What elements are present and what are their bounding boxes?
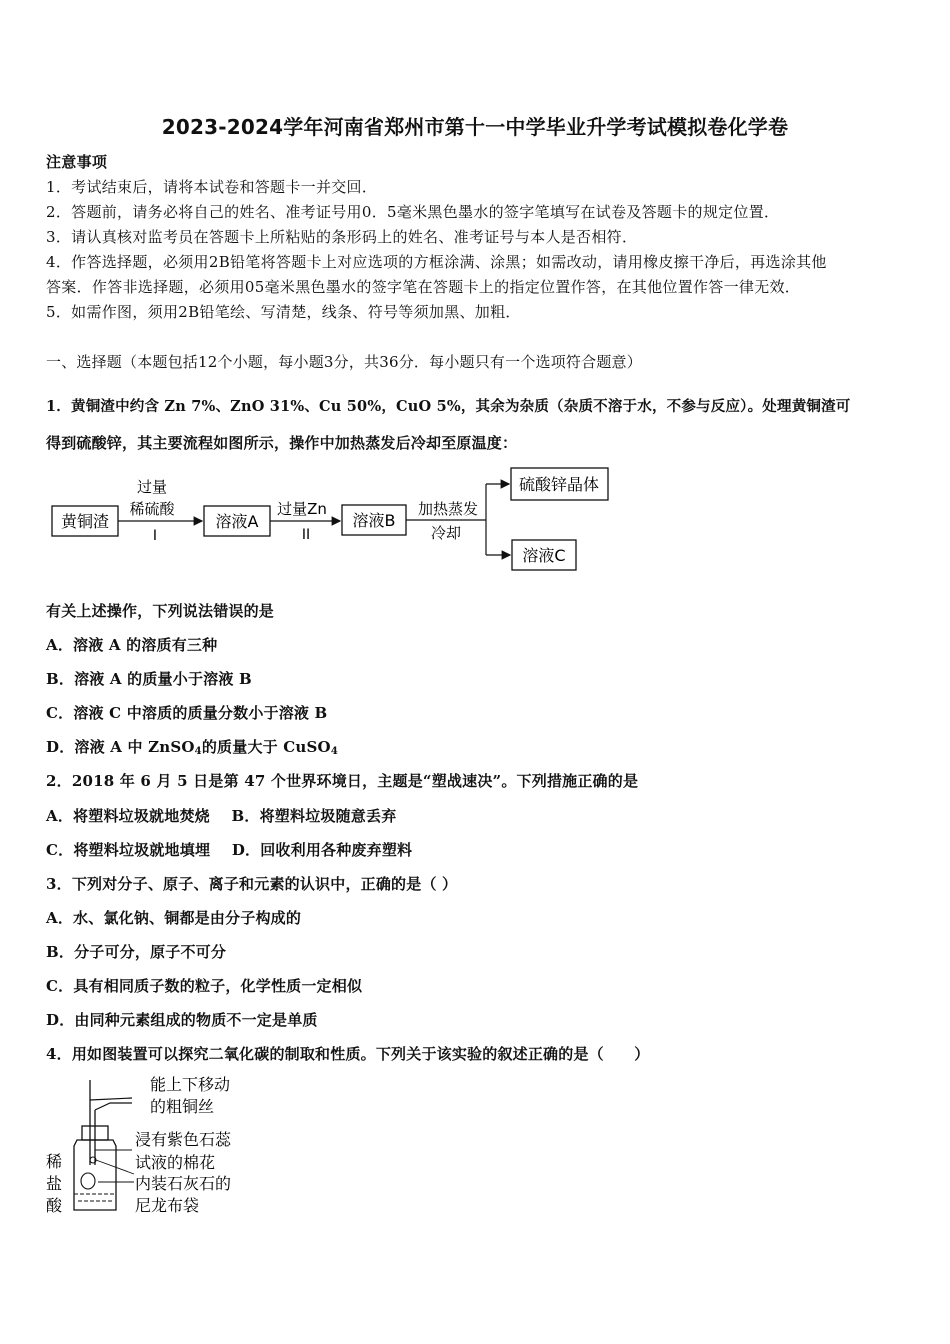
q3-option-a: A．水、氯化钠、铜都是由分子构成的	[46, 909, 302, 927]
section-heading: 一、选择题（本题包括12个小题，每小题3分，共36分．每小题只有一个选项符合题意）	[46, 353, 642, 371]
flow-step2-reagent: 过量Zn	[277, 500, 327, 518]
flow-step1-number: I	[152, 528, 158, 544]
q1-option-d: D．溶液 A 中 ZnSO$_4$的质量大于 CuSO$_4$	[46, 738, 338, 757]
q1-option-a: A．溶液 A 的溶质有三种	[46, 636, 218, 654]
fig-label-cotton-1: 浸有紫色石蕊	[135, 1130, 232, 1149]
q3-stem: 3．下列对分子、原子、离子和元素的认识中，正确的是（ ）	[46, 875, 458, 893]
note-item: 1．考试结束后，请将本试卷和答题卡一并交回．	[46, 178, 378, 196]
q1-flow-diagram	[40, 460, 630, 575]
note-item: 3．请认真核对监考员在答题卡上所粘贴的条形码上的姓名、准考证号与本人是否相符．	[46, 228, 638, 246]
flow-step1-reagent1: 过量	[136, 478, 168, 496]
q1-option-c: C．溶液 C 中溶质的质量分数小于溶液 B	[46, 704, 328, 722]
flow-crystal-label: 硫酸锌晶体	[518, 475, 600, 494]
q1-stem-line2: 得到硫酸锌，其主要流程如图所示，操作中加热蒸发后冷却至原温度：	[46, 434, 518, 452]
flow-solA-label: 溶液A	[215, 512, 259, 531]
fig-label-wire-1: 能上下移动	[150, 1075, 231, 1094]
q4-stem: 4．用如图装置可以探究二氧化碳的制取和性质。下列关于该实验的叙述正确的是（ ）	[46, 1045, 650, 1063]
fig-label-bag-1: 内装石灰石的	[135, 1174, 232, 1193]
fig-label-cotton-2: 试液的棉花	[135, 1153, 216, 1172]
flow-step1-reagent2: 稀硫酸	[129, 500, 175, 518]
flow-start-label: 黄铜渣	[60, 512, 110, 531]
q3-option-c: C．具有相同质子数的粒子，化学性质一定相似	[46, 977, 363, 995]
flow-solC-label: 溶液C	[522, 546, 566, 565]
q2-stem: 2．2018 年 6 月 5 日是第 47 个世界环境日，主题是“塑战速决”。下列措施正确的是	[46, 772, 639, 790]
flow-step3-op1: 加热蒸发	[417, 500, 479, 518]
q3-option-d: D．由同种元素组成的物质不一定是单质	[46, 1011, 318, 1029]
flow-solB-label: 溶液B	[352, 511, 396, 530]
page-title: 2023-2024学年河南省郑州市第十一中学毕业升学考试模拟卷化学卷	[161, 115, 789, 139]
fig-label-acid-1: 稀	[46, 1152, 63, 1171]
note-item: 2．答题前，请务必将自己的姓名、准考证号用0．5毫米黑色墨水的签字笔填写在试卷及答题卡的规定位置．	[46, 203, 780, 221]
note-item: 答案．作答非选择题，必须用05毫米黑色墨水的签字笔在答题卡上的指定位置作答，在其他位置作答一律无效．	[46, 278, 801, 296]
flow-step2-number: II	[301, 527, 311, 543]
q2-options-row2: C．将塑料垃圾就地填埋 D．回收利用各种废弃塑料	[46, 841, 413, 859]
notes-heading: 注意事项	[46, 153, 108, 171]
flow-step3-op2: 冷却	[430, 524, 462, 542]
note-item: 4．作答选择题，必须用2B铅笔将答题卡上对应选项的方框涂满、涂黑；如需改动，请用橡皮擦干净后，再选涂其他	[46, 253, 827, 271]
fig-label-wire-2: 的粗铜丝	[150, 1097, 215, 1116]
q1-option-b: B．溶液 A 的质量小于溶液 B	[46, 670, 252, 688]
q4-apparatus-figure	[40, 1070, 260, 1220]
q3-option-b: B．分子可分，原子不可分	[46, 943, 227, 961]
q1-stem-line1: 1．黄铜渣中约含 Zn 7%、ZnO 31%、Cu 50%，CuO 5%，其余为杂质（杂质不溶于水，不参与反应）。处理黄铜渣可	[46, 398, 851, 415]
q1-prompt: 有关上述操作，下列说法错误的是	[46, 602, 275, 620]
note-item: 5．如需作图，须用2B铅笔绘、写清楚，线条、符号等须加黑、加粗．	[46, 303, 521, 321]
fig-label-acid-3: 酸	[46, 1196, 63, 1215]
q2-options-row1: A．将塑料垃圾就地焚烧 B．将塑料垃圾随意丢弃	[46, 807, 397, 825]
fig-label-bag-2: 尼龙布袋	[135, 1196, 200, 1215]
fig-label-acid-2: 盐	[46, 1174, 63, 1193]
